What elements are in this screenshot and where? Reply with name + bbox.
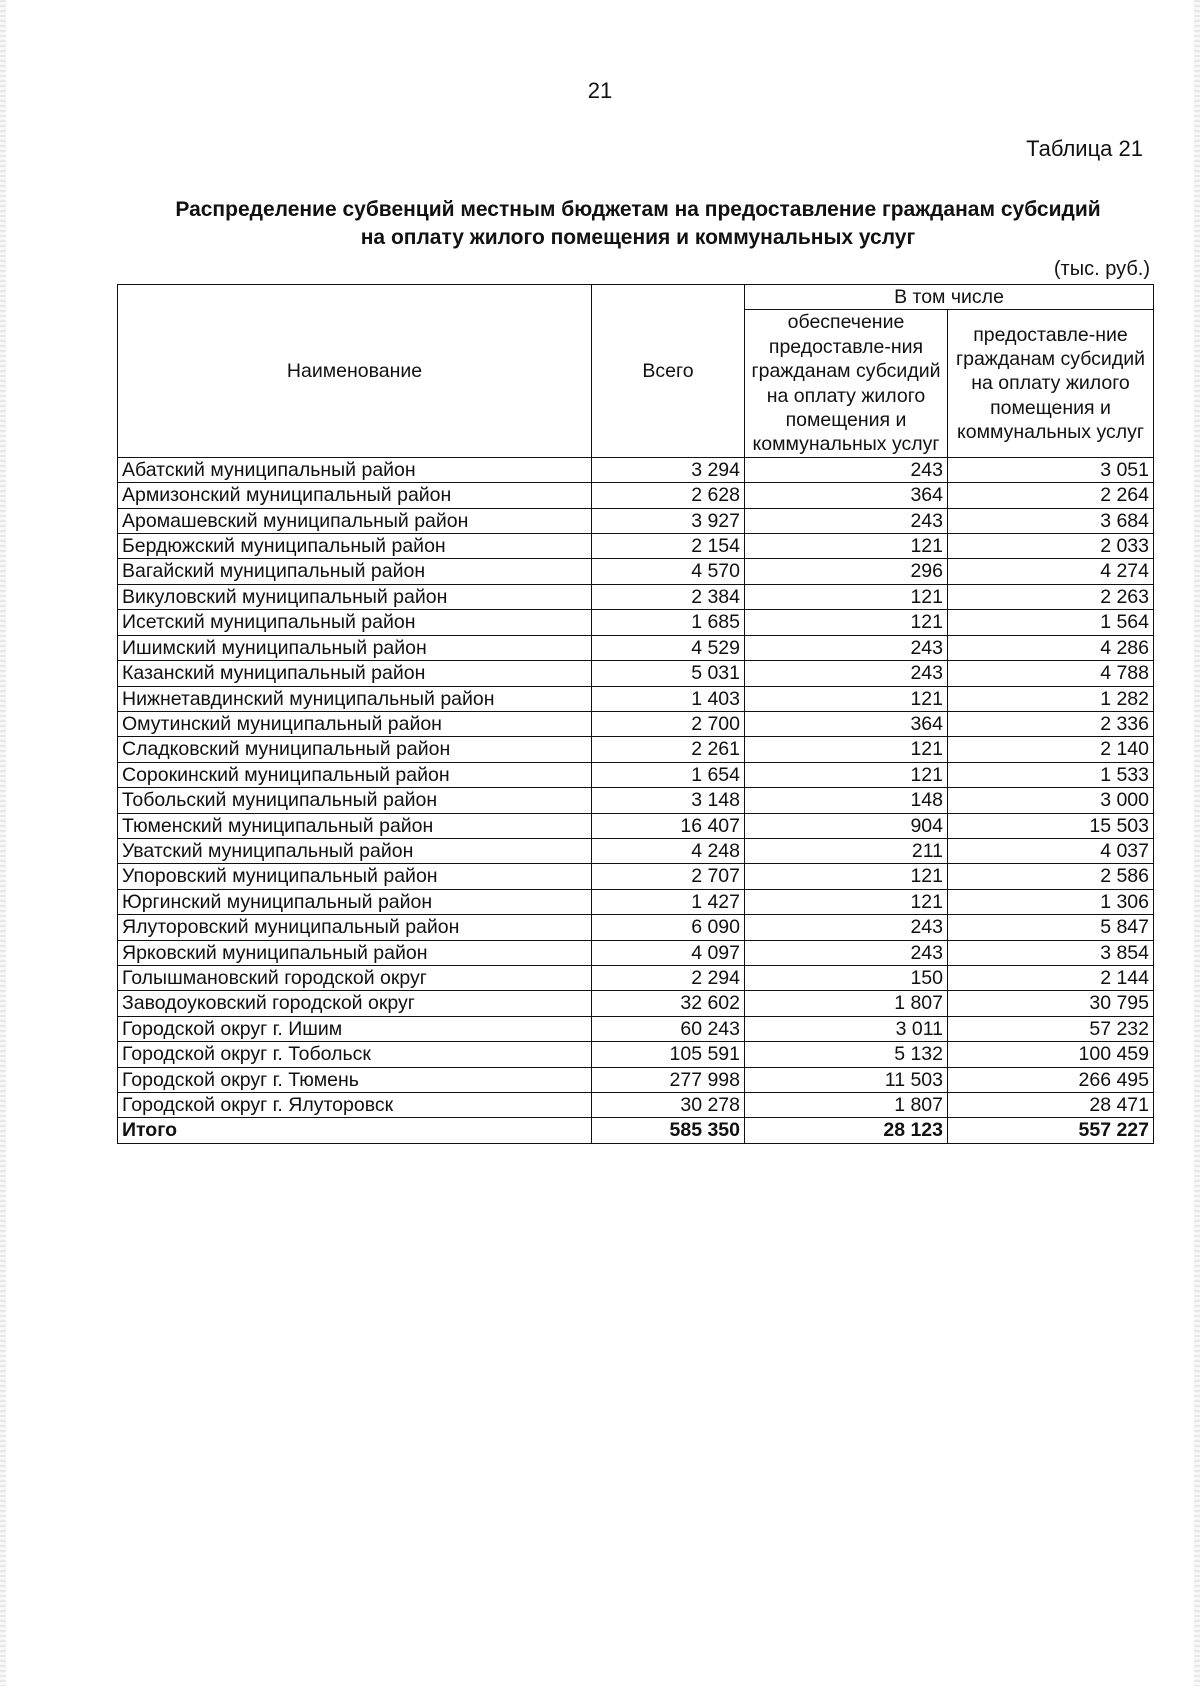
table-row (118, 737, 1154, 762)
total-row (118, 1118, 1154, 1143)
row-total: 3 927 (592, 508, 745, 533)
table-row (118, 991, 1154, 1016)
row-col-b: 2 263 (948, 584, 1154, 609)
scan-edge-right (1194, 0, 1200, 1686)
row-col-a: 5 132 (745, 1042, 948, 1067)
row-name: Городской округ г. Ялуторовск (118, 1093, 592, 1118)
row-col-a: 121 (745, 584, 948, 609)
row-col-b: 3 051 (948, 457, 1154, 482)
row-name: Викуловский муниципальный район (118, 584, 592, 609)
table-row (118, 457, 1154, 482)
row-name: Тюменский муниципальный район (118, 813, 592, 838)
row-col-b: 2 033 (948, 534, 1154, 559)
row-col-a: 121 (745, 534, 948, 559)
row-total: 32 602 (592, 991, 745, 1016)
table-row (118, 1016, 1154, 1041)
row-col-a: 243 (745, 457, 948, 482)
row-col-a: 364 (745, 711, 948, 736)
row-name: Сорокинский муниципальный район (118, 762, 592, 787)
table-row (118, 762, 1154, 787)
row-name: Упоровский муниципальный район (118, 864, 592, 889)
table-row (118, 508, 1154, 533)
row-col-a: 1 807 (745, 1093, 948, 1118)
row-col-b: 1 564 (948, 610, 1154, 635)
table-row (118, 584, 1154, 609)
row-col-b: 3 684 (948, 508, 1154, 533)
row-col-a: 148 (745, 788, 948, 813)
row-total: 60 243 (592, 1016, 745, 1041)
row-col-b: 1 282 (948, 686, 1154, 711)
row-col-b: 4 788 (948, 661, 1154, 686)
total-col-a: 28 123 (745, 1118, 948, 1143)
row-name: Армизонский муниципальный район (118, 483, 592, 508)
row-total: 277 998 (592, 1067, 745, 1092)
row-name: Вагайский муниципальный район (118, 559, 592, 584)
table-row (118, 965, 1154, 990)
row-col-a: 121 (745, 610, 948, 635)
table-row (118, 838, 1154, 863)
table-row (118, 559, 1154, 584)
row-total: 16 407 (592, 813, 745, 838)
table-row (118, 915, 1154, 940)
row-col-a: 243 (745, 940, 948, 965)
table-row (118, 864, 1154, 889)
row-name: Омутинский муниципальный район (118, 711, 592, 736)
row-total: 3 148 (592, 788, 745, 813)
row-name: Городской округ г. Ишим (118, 1016, 592, 1041)
row-col-a: 904 (745, 813, 948, 838)
row-col-b: 2 264 (948, 483, 1154, 508)
row-name: Казанский муниципальный район (118, 661, 592, 686)
row-col-a: 364 (745, 483, 948, 508)
header-total: Всего (592, 285, 745, 458)
row-col-a: 121 (745, 762, 948, 787)
row-total: 3 294 (592, 457, 745, 482)
document-title-line-2: на оплату жилого помещения и коммунальных услуг (360, 226, 916, 249)
row-col-a: 121 (745, 864, 948, 889)
row-total: 5 031 (592, 661, 745, 686)
row-col-b: 2 144 (948, 965, 1154, 990)
row-name: Исетский муниципальный район (118, 610, 592, 635)
total-name: Итого (118, 1118, 592, 1143)
row-total: 105 591 (592, 1042, 745, 1067)
header-name: Наименование (118, 285, 592, 458)
table-row (118, 788, 1154, 813)
row-total: 1 427 (592, 889, 745, 914)
row-col-a: 1 807 (745, 991, 948, 1016)
row-col-a: 121 (745, 737, 948, 762)
table-header (118, 285, 1154, 458)
row-total: 1 403 (592, 686, 745, 711)
table-row (118, 889, 1154, 914)
row-col-b: 2 586 (948, 864, 1154, 889)
table-row (118, 1042, 1154, 1067)
document-title-line-1: Распределение субвенций местным бюджетам на предоставление гражданам субсидий (175, 198, 1101, 221)
row-total: 2 384 (592, 584, 745, 609)
row-col-b: 5 847 (948, 915, 1154, 940)
page-number: 21 (587, 78, 613, 103)
row-name: Аромашевский муниципальный район (118, 508, 592, 533)
row-col-b: 266 495 (948, 1067, 1154, 1092)
row-col-b: 30 795 (948, 991, 1154, 1016)
row-total: 4 097 (592, 940, 745, 965)
row-total: 2 707 (592, 864, 745, 889)
row-col-a: 243 (745, 635, 948, 660)
table-row (118, 635, 1154, 660)
row-col-a: 243 (745, 508, 948, 533)
table-row (118, 610, 1154, 635)
row-name: Ялуторовский муниципальный район (118, 915, 592, 940)
row-total: 2 700 (592, 711, 745, 736)
total-col-b: 557 227 (948, 1118, 1154, 1143)
row-total: 30 278 (592, 1093, 745, 1118)
row-col-b: 2 140 (948, 737, 1154, 762)
row-name: Бердюжский муниципальный район (118, 534, 592, 559)
table-row (118, 813, 1154, 838)
table-row (118, 940, 1154, 965)
table-row (118, 661, 1154, 686)
row-name: Заводоуковский городской округ (118, 991, 592, 1016)
header-col-a: обеспечение предоставле-ния гражданам субсидий на оплату жилого помещения и коммунальных услуг (745, 310, 948, 457)
row-col-a: 211 (745, 838, 948, 863)
row-col-b: 1 306 (948, 889, 1154, 914)
row-col-b: 28 471 (948, 1093, 1154, 1118)
row-col-a: 243 (745, 661, 948, 686)
row-name: Тобольский муниципальный район (118, 788, 592, 813)
row-col-a: 121 (745, 889, 948, 914)
row-total: 4 248 (592, 838, 745, 863)
row-col-b: 4 037 (948, 838, 1154, 863)
row-total: 2 261 (592, 737, 745, 762)
row-total: 2 154 (592, 534, 745, 559)
row-name: Нижнетавдинский муниципальный район (118, 686, 592, 711)
row-col-b: 3 000 (948, 788, 1154, 813)
row-total: 2 628 (592, 483, 745, 508)
row-col-a: 11 503 (745, 1067, 948, 1092)
row-total: 1 654 (592, 762, 745, 787)
row-col-a: 150 (745, 965, 948, 990)
row-col-b: 3 854 (948, 940, 1154, 965)
row-col-b: 4 274 (948, 559, 1154, 584)
row-col-b: 1 533 (948, 762, 1154, 787)
row-total: 1 685 (592, 610, 745, 635)
row-name: Городской округ г. Тюмень (118, 1067, 592, 1092)
table-row (118, 1067, 1154, 1092)
table-row (118, 483, 1154, 508)
row-col-a: 296 (745, 559, 948, 584)
row-name: Ишимский муниципальный район (118, 635, 592, 660)
row-total: 6 090 (592, 915, 745, 940)
row-name: Юргинский муниципальный район (118, 889, 592, 914)
table-body (118, 457, 1154, 1143)
row-total: 2 294 (592, 965, 745, 990)
row-col-b: 4 286 (948, 635, 1154, 660)
table-row (118, 534, 1154, 559)
row-name: Сладковский муниципальный район (118, 737, 592, 762)
row-col-a: 243 (745, 915, 948, 940)
row-col-b: 100 459 (948, 1042, 1154, 1067)
table-row (118, 686, 1154, 711)
subvention-table (117, 284, 1154, 1144)
row-col-b: 2 336 (948, 711, 1154, 736)
row-col-a: 3 011 (745, 1016, 948, 1041)
row-total: 4 529 (592, 635, 745, 660)
row-col-b: 57 232 (948, 1016, 1154, 1041)
scan-edge-left (0, 0, 6, 1686)
units-label: (тыс. руб.) (1053, 258, 1150, 280)
row-total: 4 570 (592, 559, 745, 584)
row-col-b: 15 503 (948, 813, 1154, 838)
row-name: Ярковский муниципальный район (118, 940, 592, 965)
row-name: Городской округ г. Тобольск (118, 1042, 592, 1067)
header-col-b: предоставле-ние гражданам субсидий на оплату жилого помещения и коммунальных услуг (948, 310, 1154, 457)
row-name: Абатский муниципальный район (118, 457, 592, 482)
table-row (118, 711, 1154, 736)
table-row (118, 1093, 1154, 1118)
table-label: Таблица 21 (1026, 136, 1143, 161)
total-total: 585 350 (592, 1118, 745, 1143)
header-group: В том числе (745, 285, 1154, 310)
row-name: Голышмановский городской округ (118, 965, 592, 990)
document-title (100, 196, 1176, 252)
row-name: Уватский муниципальный район (118, 838, 592, 863)
row-col-a: 121 (745, 686, 948, 711)
